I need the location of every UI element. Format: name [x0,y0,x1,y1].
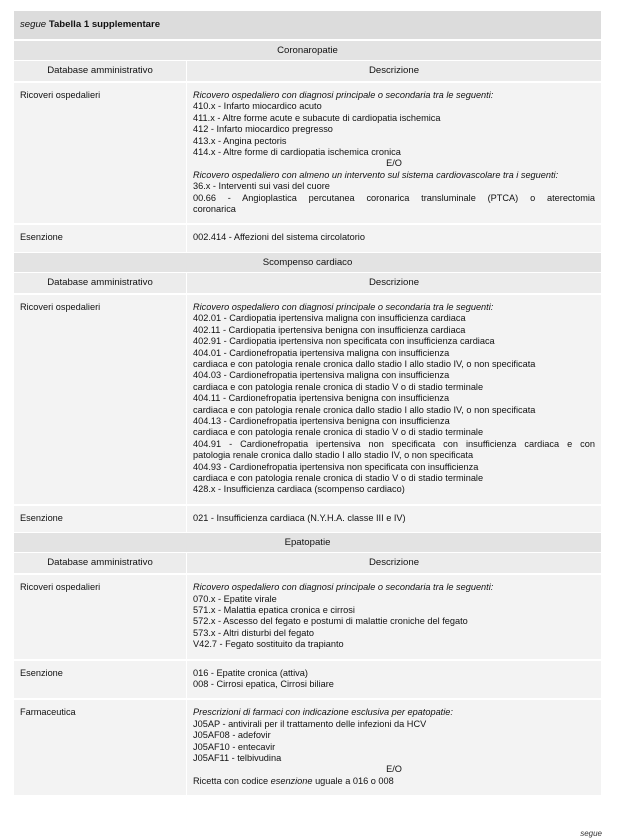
description-line: cardiaca e con patologia renale cronica di stadio V o di stadio terminale [193,381,484,392]
description-line: Ricetta con codice esenzione uguale a 016 o 008 [193,775,394,786]
table-row [14,573,601,658]
description-line: Ricovero ospedaliero con diagnosi principale o secondaria tra le seguenti: [193,582,494,593]
description-line: E/O [386,764,402,775]
description-line: 404.93 - Cardionefropatia ipertensiva non specificata con insufficienza [193,461,479,472]
continued-note: segue [580,829,602,838]
description-line: J05AF08 - adefovir [193,730,271,741]
description-line: Ricovero ospedaliero con almeno un intervento sul sistema cardiovascolare tra i seguenti: [193,169,559,180]
supplementary-table [14,11,601,795]
description-line: 404.13 - Cardionefropatia ipertensiva benigna con insufficienza [193,415,450,426]
database-cell: Esenzione [20,512,63,523]
description-cell [186,83,601,223]
column-header-row [14,60,601,81]
description-line: 021 - Insufficienza cardiaca (N.Y.H.A. classe III e IV) [193,512,406,523]
description-line: J05AF10 - entecavir [193,741,276,752]
description-line: 410.x - Infarto miocardico acuto [193,101,322,112]
description-line: 573.x - Altri disturbi del fegato [193,627,315,638]
description-line: V42.7 - Fegato sostituito da trapianto [193,639,344,650]
database-cell: Ricoveri ospedalieri [20,582,101,593]
description-line: 402.91 - Cardiopatia ipertensiva non specificata con insufficienza cardiaca [193,336,495,347]
description-cell [186,506,601,532]
description-line: cardiaca e con patologia renale cronica di stadio V o di stadio terminale [193,472,484,483]
description-line: 572.x - Ascesso del fegato e postumi di malattie croniche del fegato [193,616,468,627]
column-header-description: Descrizione [186,273,601,293]
description-line: E/O [386,158,402,169]
description-cell [186,295,601,504]
description-line: cardiaca e con patologia renale cronica dallo stadio I allo stadio IV, o non specificata [193,358,536,369]
description-line: 402.11 - Cardiopatia ipertensiva benigna con insufficienza cardiaca [193,324,466,335]
column-header-database: Database amministrativo [14,61,186,81]
table-row [14,698,601,795]
table-row [14,504,601,532]
description-line: patologia renale cronica dallo stadio I allo stadio IV, o non specificata [193,450,474,461]
section-title-coronaropatie: Coronaropatie [14,40,601,60]
database-cell: Esenzione [20,232,63,243]
database-cell: Ricoveri ospedalieri [20,90,101,100]
description-line: 002.414 - Affezioni del sistema circolatorio [193,232,365,243]
description-line: 404.11 - Cardionefropatia ipertensiva benigna con insufficienza [193,393,450,404]
column-header-row [14,272,601,293]
description-line: 404.91 - Cardionefropatia ipertensiva non specificata con insufficienza cardiaca e con [193,438,595,449]
column-header-row [14,552,601,573]
description-line: cardiaca e con patologia renale cronica dallo stadio I allo stadio IV, o non specificata [193,404,536,415]
description-line: 36.x - Interventi sui vasi del cuore [193,181,330,192]
description-line: 016 - Epatite cronica (attiva) [193,667,308,678]
description-line: 070.x - Epatite virale [193,593,277,604]
column-header-database: Database amministrativo [14,273,186,293]
table-row [14,659,601,699]
database-cell: Esenzione [20,667,63,678]
description-line: cardiaca e con patologia renale cronica di stadio V o di stadio terminale [193,427,484,438]
database-cell: Farmaceutica [20,707,76,718]
table-body [14,40,601,795]
description-line: J05AP - antivirali per il trattamento delle infezioni da HCV [193,718,427,729]
database-cell: Ricoveri ospedalieri [20,301,101,312]
section-title-epatopatie: Epatopatie [14,532,601,552]
table-row [14,223,601,251]
table-caption [14,11,601,40]
description-line: Ricovero ospedaliero con diagnosi principale o secondaria tra le seguenti: [193,90,494,100]
description-line: 404.03 - Cardionefropatia ipertensiva maligna con insufficienza [193,370,450,381]
description-cell [186,225,601,251]
description-line: 008 - Cirrosi epatica, Cirrosi biliare [193,679,334,690]
description-line: J05AF11 - telbivudina [193,753,282,764]
description-line: Ricovero ospedaliero con diagnosi principale o secondaria tra le seguenti: [193,301,494,312]
description-cell [186,575,601,658]
description-line: 411.x - Altre forme acute e subacute di cardiopatia ischemica [193,112,441,123]
description-line: 571.x - Malattia epatica cronica e cirrosi [193,605,355,615]
caption-title: Tabella 1 supplementare [48,19,161,30]
column-header-description: Descrizione [186,553,601,573]
description-line: 402.01 - Cardiopatia ipertensiva maligna con insufficienza cardiaca [193,313,466,324]
table-row [14,81,601,223]
description-line: 413.x - Angina pectoris [193,135,287,146]
description-cell [186,661,601,699]
description-line: 412 - Infarto miocardico pregresso [193,124,333,135]
column-header-description: Descrizione [186,61,601,81]
description-line: coronarica [193,204,236,215]
description-cell [186,700,601,795]
description-line: Prescrizioni di farmaci con indicazione esclusiva per epatopatie: [193,707,453,718]
caption-prefix: segue [20,19,47,30]
description-line: 414.x - Altre forme di cardiopatia ischemica cronica [193,147,401,158]
description-line: 404.01 - Cardionefropatia ipertensiva maligna con insufficienza [193,347,450,358]
section-title-scompenso-cardiaco: Scompenso cardiaco [14,252,601,272]
table-row [14,293,601,504]
column-header-database: Database amministrativo [14,553,186,573]
description-line: 00.66 - Angioplastica percutanea coronarica transluminale (PTCA) o aterectomia [193,192,595,203]
description-line: 428.x - Insufficienza cardiaca (scompenso cardiaco) [193,484,405,495]
